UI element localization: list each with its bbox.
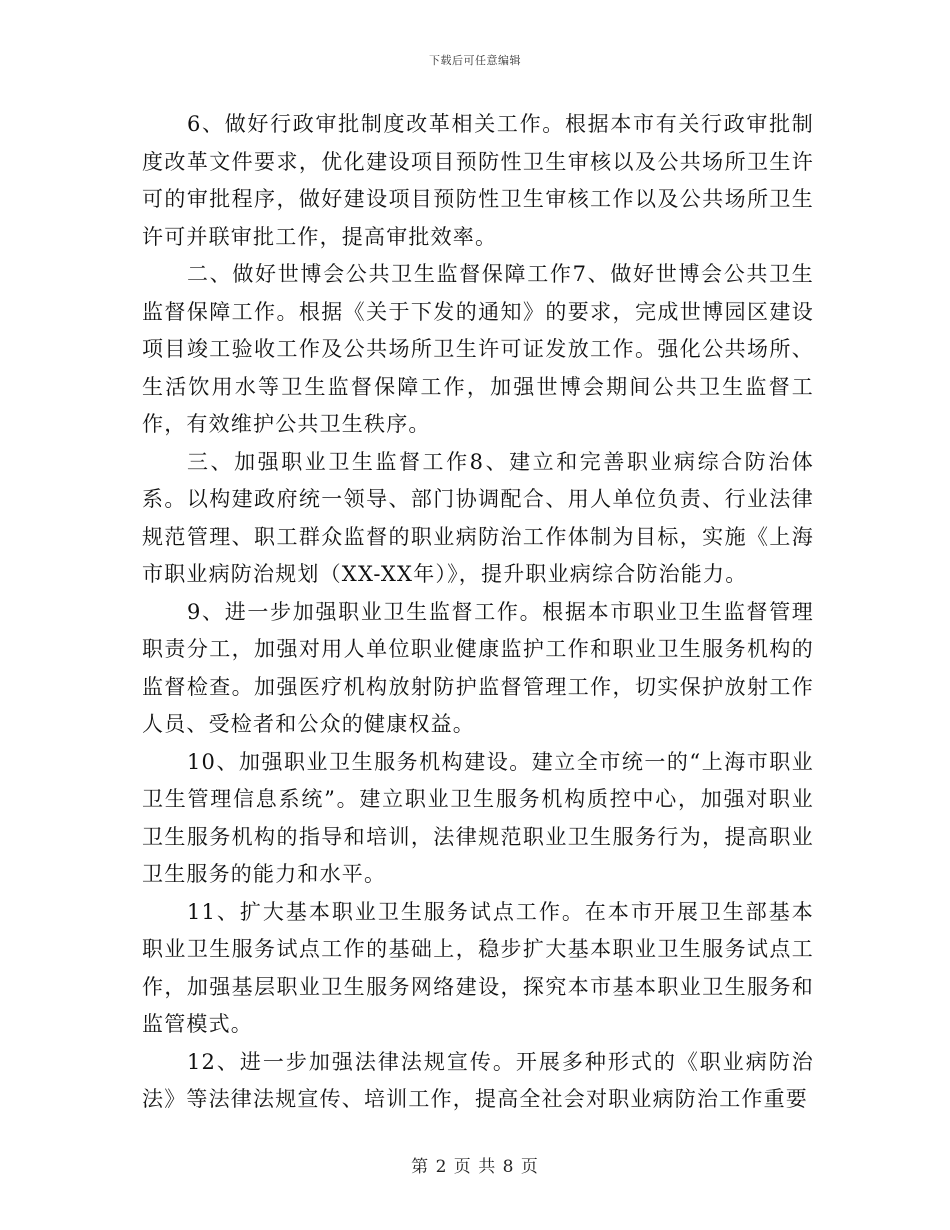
paragraph-9: 9、进一步加强职业卫生监督工作。根据本市职业卫生监督管理职责分工，加强对用人单位职业健康监护工作和职业卫生服务机构的监督检查。加强医疗机构放射防护监督管理工作，切实保护放射工作人员、受检者和公众的健康权益。 [142,599,814,736]
footer-page-number: 2 [435,1157,448,1177]
footer-total-pages: 8 [502,1157,515,1177]
footer-suffix: 页 [520,1157,539,1177]
footer-prefix: 第 [411,1157,430,1177]
document-body [142,106,814,1119]
paragraph-section-2: 二、做好世博会公共卫生监督保障工作7、做好世博会公共卫生监督保障工作。根据《关于下发的通知》的要求，完成世博园区建设项目竣工验收工作及公共场所卫生许可证发放工作。强化公共场所、生活饮用水等卫生监督保障工作，加强世博会期间公共卫生监督工作，有效维护公共卫生秩序。 [142,262,814,436]
paragraph-12: 12、进一步加强法律法规宣传。开展多种形式的《职业病防治法》等法律法规宣传、培训工作，提高全社会对职业病防治工作重要 [142,1049,814,1111]
paragraph-10: 10、加强职业卫生服务机构建设。建立全市统一的“上海市职业卫生管理信息系统”。建立职业卫生服务机构质控中心，加强对职业卫生服务机构的指导和培训，法律规范职业卫生服务行为，提高职业卫生服务的能力和水平。 [142,749,814,886]
page-header: 下载后可任意编辑 [429,54,521,67]
footer-middle: 页 共 [453,1157,497,1177]
page-footer [0,1152,950,1177]
paragraph-6: 6、做好行政审批制度改革相关工作。根据本市有关行政审批制度改革文件要求，优化建设项目预防性卫生审核以及公共场所卫生许可的审批程序，做好建设项目预防性卫生审核工作以及公共场所卫生许可并联审批工作，提高审批效率。 [142,112,814,249]
paragraph-section-3: 三、加强职业卫生监督工作8、建立和完善职业病综合防治体系。以构建政府统一领导、部门协调配合、用人单位负责、行业法律规范管理、职工群众监督的职业病防治工作体制为目标，实施《上海市职业病防治规划（XX-XX年）》，提升职业病综合防治能力。 [142,449,814,586]
paragraph-11: 11、扩大基本职业卫生服务试点工作。在本市开展卫生部基本职业卫生服务试点工作的基础上，稳步扩大基本职业卫生服务试点工作，加强基层职业卫生服务网络建设，探究本市基本职业卫生服务和监管模式。 [142,899,814,1036]
